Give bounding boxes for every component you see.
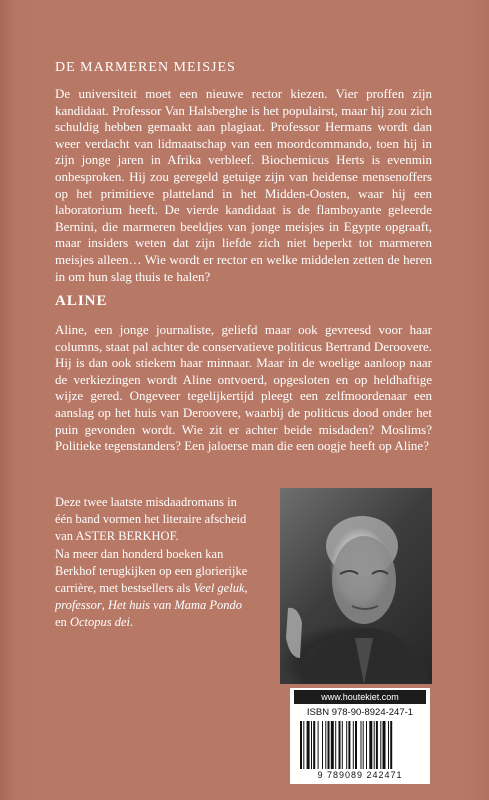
barcode-bar <box>383 721 386 769</box>
author-portrait <box>280 488 432 684</box>
barcode-bar <box>353 721 354 769</box>
barcode-bar <box>369 721 372 769</box>
author-note-text: en <box>55 615 70 630</box>
book-title: Octopus dei <box>69 615 130 630</box>
author-note-text: carrière, met bestsellers als <box>55 581 194 596</box>
barcode-graphic <box>300 721 422 769</box>
face-shape <box>332 536 396 624</box>
section-title-marmeren-meisjes: DE MARMEREN MEISJES <box>55 60 236 75</box>
author-note-text: , <box>101 598 109 613</box>
barcode-digits: 9 789089 242471 <box>317 770 403 780</box>
barcode-bar <box>307 721 310 769</box>
barcode-label <box>290 688 430 784</box>
barcode-bar <box>374 721 375 769</box>
hand-shape <box>286 608 302 658</box>
section-title-aline: ALINE <box>55 293 108 309</box>
author-note-line: Berkhof terugkijken op een glorierijke <box>55 563 248 578</box>
barcode-bar <box>346 721 347 769</box>
author-note-text: . <box>130 615 134 630</box>
barcode-bar <box>328 721 330 769</box>
barcode-bar <box>390 721 392 769</box>
author-note-line: één band vormen het literaire afscheid <box>55 512 247 527</box>
barcode-bar <box>322 721 323 769</box>
barcode-bar <box>318 721 319 769</box>
blurb-marmeren-meisjes: De universiteit moet een nieuwe rector kiezen. Vier proffen zijn kandidaat. Professor Van Halsberghe is het populairst, maar hij zou zich schuldig hebben gemaakt aan plagiaat. Professor Hermans wordt dan weer verdacht van lidmaatschap van een moordcommando, toen hij in zijn jonge jaren in Afrika verbleef. Biochemicus Herts is evenmin onbesproken. Hij zou geregeld getuige zijn van heidense mensenoffers op het primitieve platteland in het Midden-Oosten, waar hij een laboratorium heeft. De vierde kandidaat is de flamboyante geleerde Bernini, die marmeren beeldjes van jonge meisjes in Egypte opgraaft, maar insiders weten dat zijn liefde zich niet beperkt tot marmeren meisjes alleen… Wie wordt er rector en welke middelen zetten de heren in om hun slag thuis te halen? <box>55 86 432 284</box>
barcode-bar <box>300 721 302 769</box>
barcode-bar <box>366 721 367 769</box>
isbn-number: ISBN 978-90-8924-247-1 <box>306 707 414 718</box>
barcode-bar <box>311 721 312 769</box>
author-note-line <box>55 614 265 631</box>
publisher-url: www.houtekiet.com <box>294 690 426 704</box>
barcode-bar <box>331 721 334 769</box>
barcode-bar <box>342 721 343 769</box>
barcode-bar <box>335 721 336 769</box>
author-note-line: van ASTER BERKHOF. <box>55 529 179 544</box>
author-note <box>55 494 265 632</box>
barcode-bar <box>355 721 357 769</box>
barcode-bar <box>361 721 362 769</box>
portrait-sketch <box>280 488 432 684</box>
book-title: Veel geluk, <box>193 581 248 596</box>
author-note-line: Na meer dan honderd boeken kan <box>55 546 224 561</box>
barcode-bar <box>348 721 350 769</box>
barcode-bar <box>339 721 341 769</box>
book-title: Het huis van Mama Pondo <box>108 598 243 613</box>
author-note-line <box>55 597 265 614</box>
barcode-bar <box>388 721 389 769</box>
book-title: professor <box>55 598 102 613</box>
author-note-line: Deze twee laatste misdaadromans in <box>55 495 237 509</box>
barcode-bar <box>380 721 381 769</box>
author-note-line <box>55 580 265 597</box>
barcode-bar <box>363 721 364 769</box>
barcode-bar <box>325 721 326 769</box>
barcode-bar <box>313 721 315 769</box>
barcode-bar <box>376 721 378 769</box>
barcode-bar <box>303 721 304 769</box>
blurb-aline: Aline, een jonge journaliste, geliefd maar ook gevreesd voor haar columns, staat pal achter de conservatieve politicus Bertrand Deroovere. Hij is dan ook stiekem haar minnaar. Maar in de woelige aanloop naar de verkiezingen wordt Aline ontvoerd, opgesloten en op heldhaftige wijze gered. Ongeveer tegelijkertijd pleegt een zelfmoordenaar een aanslag op het huis van Deroovere, waarbij de politicus dood onder het puin gevonden wordt. Wie zit er achter beide misdaden? Moslims? Politieke tegenstanders? Een jaloerse man die een oogje heeft op Aline? <box>55 322 432 454</box>
